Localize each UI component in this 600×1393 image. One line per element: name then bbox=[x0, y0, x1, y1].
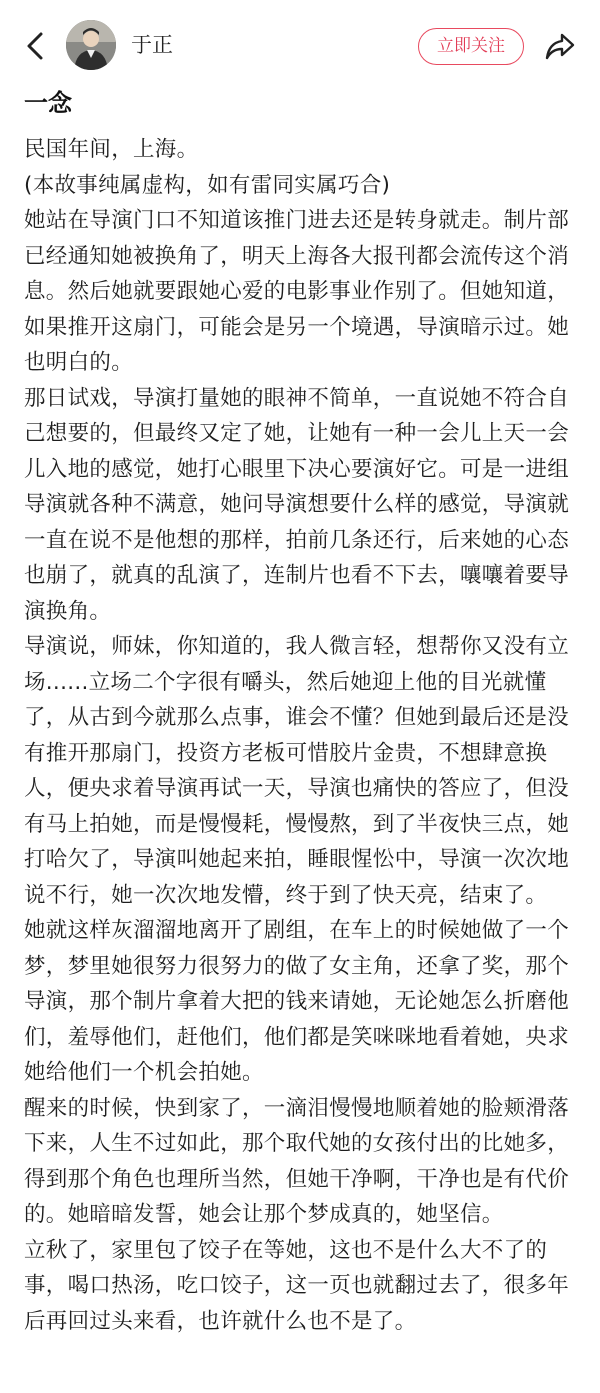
share-button[interactable] bbox=[542, 28, 578, 64]
author-name[interactable]: 于正 bbox=[131, 33, 173, 57]
article-paragraph: 醒来的时候，快到家了，一滴泪慢慢地顺着她的脸颊滑落下来，人生不过如此，那个取代她的女孩付出的比她多，得到那个角色也理所当然，但她干净啊，干净也是有代价的。她暗暗发誓，她会让那个梦成真的，她坚信。 bbox=[24, 1095, 570, 1227]
user-avatar-icon bbox=[66, 20, 116, 70]
avatar[interactable] bbox=[66, 20, 116, 70]
article-paragraph: 那日试戏，导演打量她的眼神不简单，一直说她不符合自己想要的，但最终又定了她，让她有一种一会儿上天一会儿入地的感觉，她打心眼里下决心要演好它。可是一进组导演就各种不满意，她问导演想要什么样的感觉，导演就一直在说不是他想的那样，拍前几条还行，后来她的心态也崩了，就真的乱演了，连制片也看不下去，嚷嚷着要导演换角。 bbox=[24, 385, 570, 624]
article-paragraph: 她站在导演门口不知道该推门进去还是转身就走。制片部已经通知她被换角了，明天上海各大报刊都会流传这个消息。然后她就要跟她心爱的电影事业作别了。但她知道，如果推开这扇门，可能会是另一个境遇，导演暗示过。她也明白的。 bbox=[24, 208, 570, 375]
top-bar bbox=[0, 0, 600, 92]
article-title: 一念 bbox=[24, 89, 72, 117]
article-paragraph: 立秋了，家里包了饺子在等她，这也不是什么大不了的事，喝口热汤，吃口饺子，这一页也就翻过去了，很多年后再回过头来看，也许就什么也不是了。 bbox=[24, 1237, 570, 1334]
back-button[interactable] bbox=[18, 28, 52, 64]
article-paragraph: (本故事纯属虚构，如有雷同实属巧合) bbox=[24, 172, 391, 198]
article-body bbox=[24, 132, 580, 1339]
follow-button[interactable]: 立即关注 bbox=[418, 28, 524, 65]
chevron-left-icon bbox=[24, 31, 46, 61]
article-paragraph: 民国年间，上海。 bbox=[24, 137, 199, 162]
article-paragraph: 她就这样灰溜溜地离开了剧组，在车上的时候她做了一个梦，梦里她很努力很努力的做了女主角，还拿了奖，那个导演，那个制片拿着大把的钱来请她，无论她怎么折磨他们，羞辱他们，赶他们，他们都是笑咪咪地看着她，央求她给他们一个机会拍她。 bbox=[24, 918, 570, 1085]
article-paragraph: 导演说，师妹，你知道的，我人微言轻，想帮你又没有立场......立场二个字很有嚼头，然后她迎上他的目光就懂了，从古到今就那么点事，谁会不懂？但她到最后还是没有推开那扇门，投资方老板可惜胶片金贵，不想肆意换人，便央求着导演再试一天，导演也痛快的答应了，但没有马上拍她，而是慢慢耗，慢慢熬，到了半夜快三点，她打哈欠了，导演叫她起来拍，睡眼惺忪中，导演一次次地说不行，她一次次地发懵，终于到了快天亮，结束了。 bbox=[24, 634, 570, 908]
share-arrow-icon bbox=[544, 31, 576, 61]
